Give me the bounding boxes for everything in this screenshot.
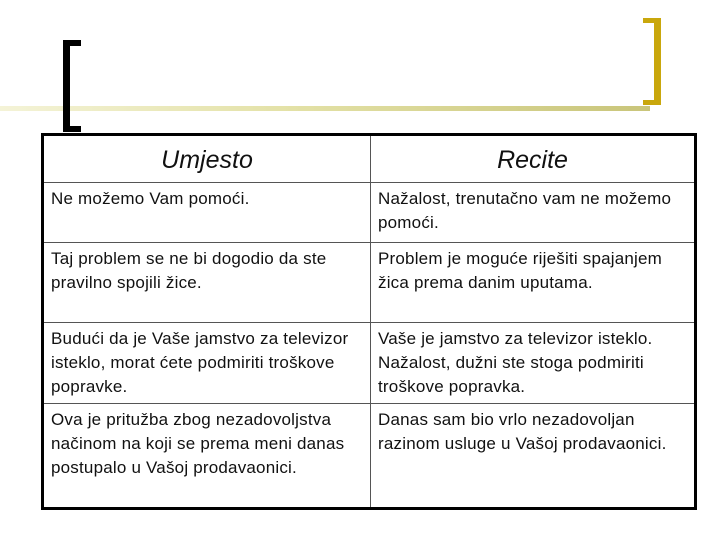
- left-bracket-top: [63, 40, 81, 46]
- cell-instead: Taj problem se ne bi dogodio da ste pravilno spojili žice.: [43, 243, 371, 323]
- table-row: [43, 243, 696, 323]
- right-bracket-decoration: [654, 18, 661, 105]
- right-bracket-bottom: [643, 100, 661, 105]
- cell-instead: Budući da je Vaše jamstvo za televizor isteklo, morat ćete podmiriti troškove popravke.: [43, 323, 371, 404]
- cell-instead: Ne možemo Vam pomoći.: [43, 183, 371, 243]
- table-header-row: [43, 135, 696, 183]
- table-row: [43, 183, 696, 243]
- left-bracket-decoration: [63, 40, 70, 132]
- cell-instead: Ova je pritužba zbog nezadovoljstva načinom na koji se prema meni danas postupalo u Vašoj prodavaonici.: [43, 404, 371, 509]
- cell-say: Danas sam bio vrlo nezadovoljan razinom usluge u Vašoj prodavaonici.: [371, 404, 696, 509]
- table-row: [43, 323, 696, 404]
- table-row: [43, 404, 696, 509]
- cell-say: Problem je moguće riješiti spajanjem žica prema danim uputama.: [371, 243, 696, 323]
- header-say: Recite: [371, 135, 696, 183]
- header-instead: Umjesto: [43, 135, 371, 183]
- decorative-olive-line: [0, 106, 650, 111]
- cell-say: Vaše je jamstvo za televizor isteklo. Nažalost, dužni ste stoga podmiriti troškove popravka.: [371, 323, 696, 404]
- left-bracket-bottom: [63, 126, 81, 132]
- phrases-table: [41, 133, 697, 510]
- cell-say: Nažalost, trenutačno vam ne možemo pomoći.: [371, 183, 696, 243]
- right-bracket-top: [643, 18, 661, 23]
